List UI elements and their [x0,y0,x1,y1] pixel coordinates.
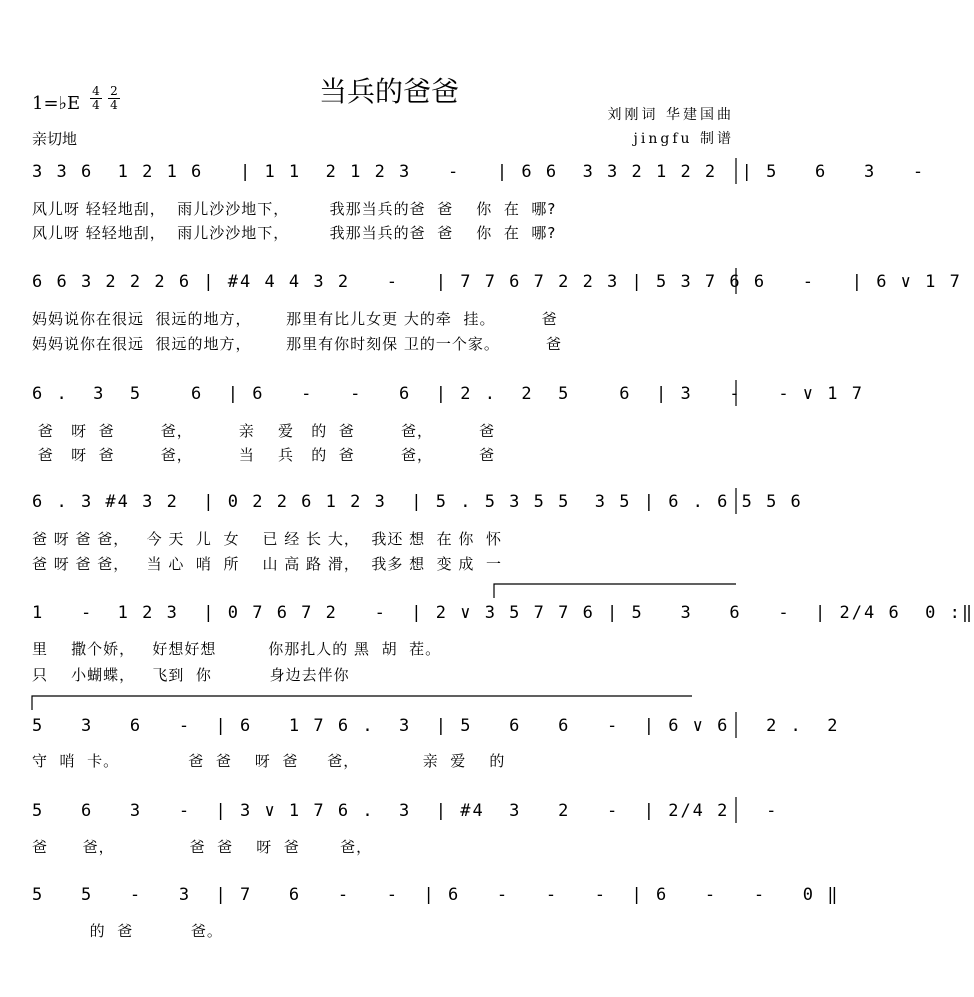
lyrics-system-6: 守 哨 卡。 爸 爸 呀 爸 爸， 亲 爱 的 [32,752,506,770]
notation-system-5: 1 - 1 2 3 | 0 7 6 7 2 - | 2 ∨ 3 5 7 7 6 | 5 3 6 - | 2/4 6 0 :‖ [32,603,974,623]
lyrics-system-7: 爸 爸， 爸 爸 呀 爸 爸， [32,838,373,856]
lyrics-system-8: 的 爸 爸。 [32,922,223,940]
lyrics-system-2-verse-1: 妈妈说你在很远 很远的地方， 那里有比儿女更 大的牵 挂。 爸 [32,310,558,328]
notation-system-2: 6 6 3 2 2 2 6 | #4 4 4 3 2 - | 7 7 6 7 2 2 3 | 5 3 7 6 6 - | 6 ∨ 1 7 [32,272,962,292]
notation-system-3: 6 . 3 5 6 | 6 - - 6 | 2 . 2 5 6 | 3 - - ∨ 1 7 [32,384,864,404]
lyrics-system-1-verse-2: 风儿呀 轻轻地刮， 雨儿沙沙地下， 我那当兵的爸 爸 你 在 哪? [32,224,557,242]
volta-bracket-2 [32,696,692,710]
notation-system-7: 5 6 3 - | 3 ∨ 1 7 6 . 3 | #4 3 2 - | 2/4 2 - [32,801,779,821]
notation-system-6: 5 3 6 - | 6 1 7 6 . 3 | 5 6 6 - | 6 ∨ 6 2 . 2 [32,716,840,736]
lyrics-system-4-verse-1: 爸 呀 爸 爸， 今 天 儿 女 已 经 长 大， 我还 想 在 你 怀 [32,530,502,548]
lyrics-system-3-verse-1: 爸 呀 爸 爸， 亲 爱 的 爸 爸， 爸 [32,422,496,440]
lyrics-system-5-verse-2: 只 小蝴蝶， 飞到 你 身边去伴你 [32,666,350,684]
lyrics-system-3-verse-2: 爸 呀 爸 爸， 当 兵 的 爸 爸， 爸 [32,446,496,464]
song-title: 当兵的爸爸 [318,75,459,108]
notation-system-1: 3 3 6 1 2 1 6 | 1 1 2 1 2 3 - | 6 6 3 3 2 1 2 2 | 5 6 3 - [32,162,926,182]
lyrics-system-5-verse-1: 里 撒个娇， 好想好想 你那扎人的 黑 胡 茬。 [32,640,442,658]
volta-bracket-1 [494,584,736,598]
time-signature-4-4: 4 4 [90,85,102,112]
lyrics-system-1-verse-1: 风儿呀 轻轻地刮， 雨儿沙沙地下， 我那当兵的爸 爸 你 在 哪? [32,200,557,218]
composer-credit: 刘刚词 华建国曲 [607,107,734,123]
arranger-credit: jingfu 制谱 [633,131,734,147]
lyrics-system-2-verse-2: 妈妈说你在很远 很远的地方， 那里有你时刻保 卫的一个家。 爸 [32,335,563,353]
notation-system-4: 6 . 3 #4 3 2 | 0 2 2 6 1 2 3 | 5 . 5 3 5 5 3 5 | 6 . 6 5 5 6 [32,492,803,512]
time-signature-2-4: 2 4 [108,85,120,112]
lyrics-system-4-verse-2: 爸 呀 爸 爸， 当 心 哨 所 山 高 路 滑， 我多 想 变 成 一 [32,555,502,573]
key-signature: 1=♭E [32,93,81,114]
notation-system-8: 5 5 - 3 | 7 6 - - | 6 - - - | 6 - - 0 ‖ [32,885,840,905]
tempo-marking: 亲切地 [32,130,78,148]
